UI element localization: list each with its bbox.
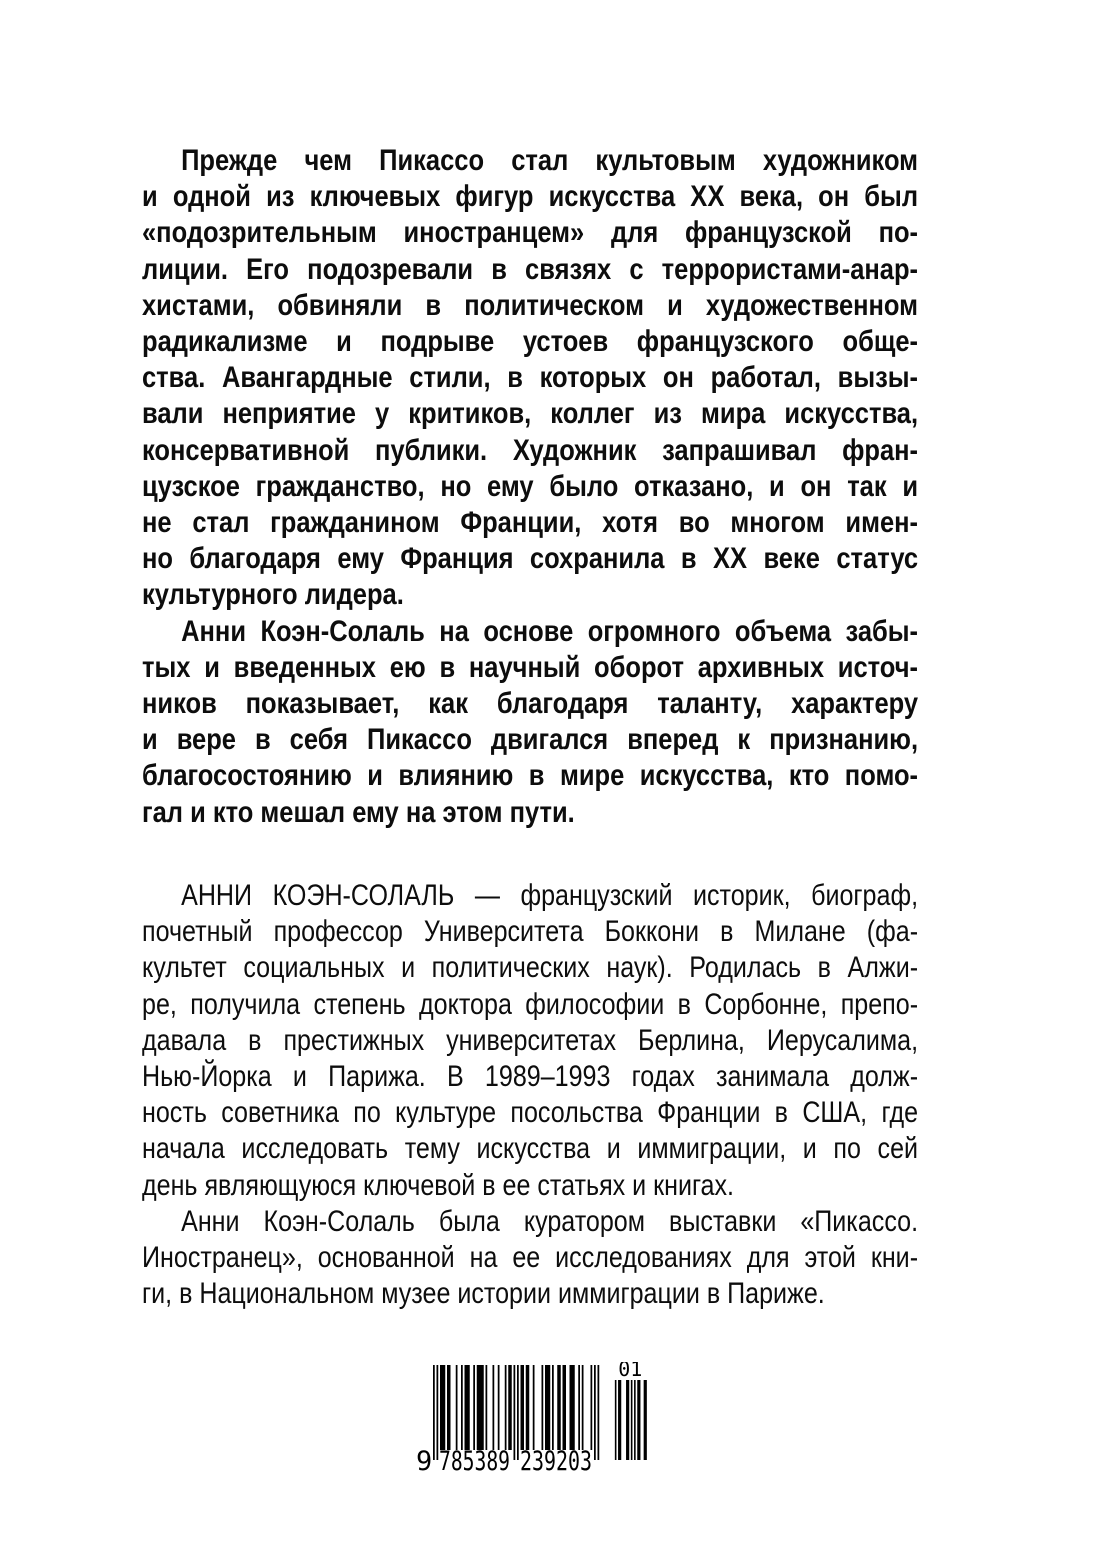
text-line: Анни Коэн-Солаль на основе огромного объема забы- [181,614,919,648]
isbn-barcode [415,1362,655,1476]
text-line: начала исследовать тему искусства и иммиграции, и по сей [142,1132,919,1166]
barcode-digits: 9 [416,1446,433,1476]
text-line: лиции. Его подозревали в связях с террористами-анар- [142,252,919,286]
text-line: хистами, обвиняли в политическом и художественном [142,288,919,322]
text-line: ре, получила степень доктора философии в Сорбонне, препо- [142,987,919,1021]
text-line: АННИ КОЭН-СОЛАЛЬ — французский историк, биограф, [181,879,919,912]
annotation-paragraph-2 [142,614,918,831]
text-line: вали неприятие у критиков, коллег из мира искусства, [142,397,919,431]
text-line: культурного лидера. [142,578,404,612]
text-line: Нью-Йорка и Парижа. В 1989–1993 годах занимала долж- [142,1060,919,1094]
text-line: благосостоянию и влиянию в мире искусства, кто помо- [142,759,919,793]
text-line: радикализме и подрыве устоев французского обще- [142,325,919,359]
text-line: ность советника по культуре посольства Франции в США, где [142,1096,919,1130]
text-line: ников показывает, как благодаря таланту, характеру [142,687,919,721]
text-line: день являющуюся ключевой в ее статьях и книгах. [142,1168,734,1202]
barcode-digits: 785389 [439,1446,510,1476]
author-bio-block [142,878,918,1312]
text-line: ги, в Национальном музее истории иммиграции в Париже. [142,1277,825,1311]
text-line: «подозрительным иностранцем» для французской по- [142,216,919,250]
text-line: не стал гражданином Франции, хотя во многом имен- [142,506,919,540]
text-line: Анни Коэн-Солаль была куратором выставки «Пикассо. [181,1204,919,1238]
annotation-block [142,143,918,831]
text-line: и вере в себя Пикассо двигался вперед к признанию, [142,723,919,757]
text-line: ства. Авангардные стили, в которых он работал, вызы- [142,361,919,395]
text-line: Иностранец», основанной на ее исследованиях для этой кни- [142,1241,919,1275]
ean13-barcode-image [415,1362,655,1476]
barcode-digits: 01 [618,1362,643,1381]
text-line: Прежде чем Пикассо стал культовым художником [181,144,919,177]
text-line: культет социальных и политических наук). Родилась в Алжи- [142,951,919,985]
text-line: давала в престижных университетах Берлина, Иерусалима, [142,1023,919,1057]
text-line: тых и введенных ею в научный оборот архивных источ- [142,650,919,684]
text-line: почетный профессор Университета Боккони в Милане (фа- [142,915,919,949]
annotation-paragraph-1 [142,143,918,614]
text-line: консервативной публики. Художник запрашивал фран- [142,433,919,467]
text-line: цузское гражданство, но ему было отказано, и он так и [142,469,919,503]
barcode-digits: 239203 [520,1446,592,1476]
text-line: гал и кто мешал ему на этом пути. [142,795,575,829]
text-line: и одной из ключевых фигур искусства ХХ века, он был [142,180,919,214]
bio-paragraph-1 [142,878,918,1204]
text-line: но благодаря ему Франция сохранила в ХХ веке статус [142,542,919,576]
bio-paragraph-2 [142,1204,918,1313]
